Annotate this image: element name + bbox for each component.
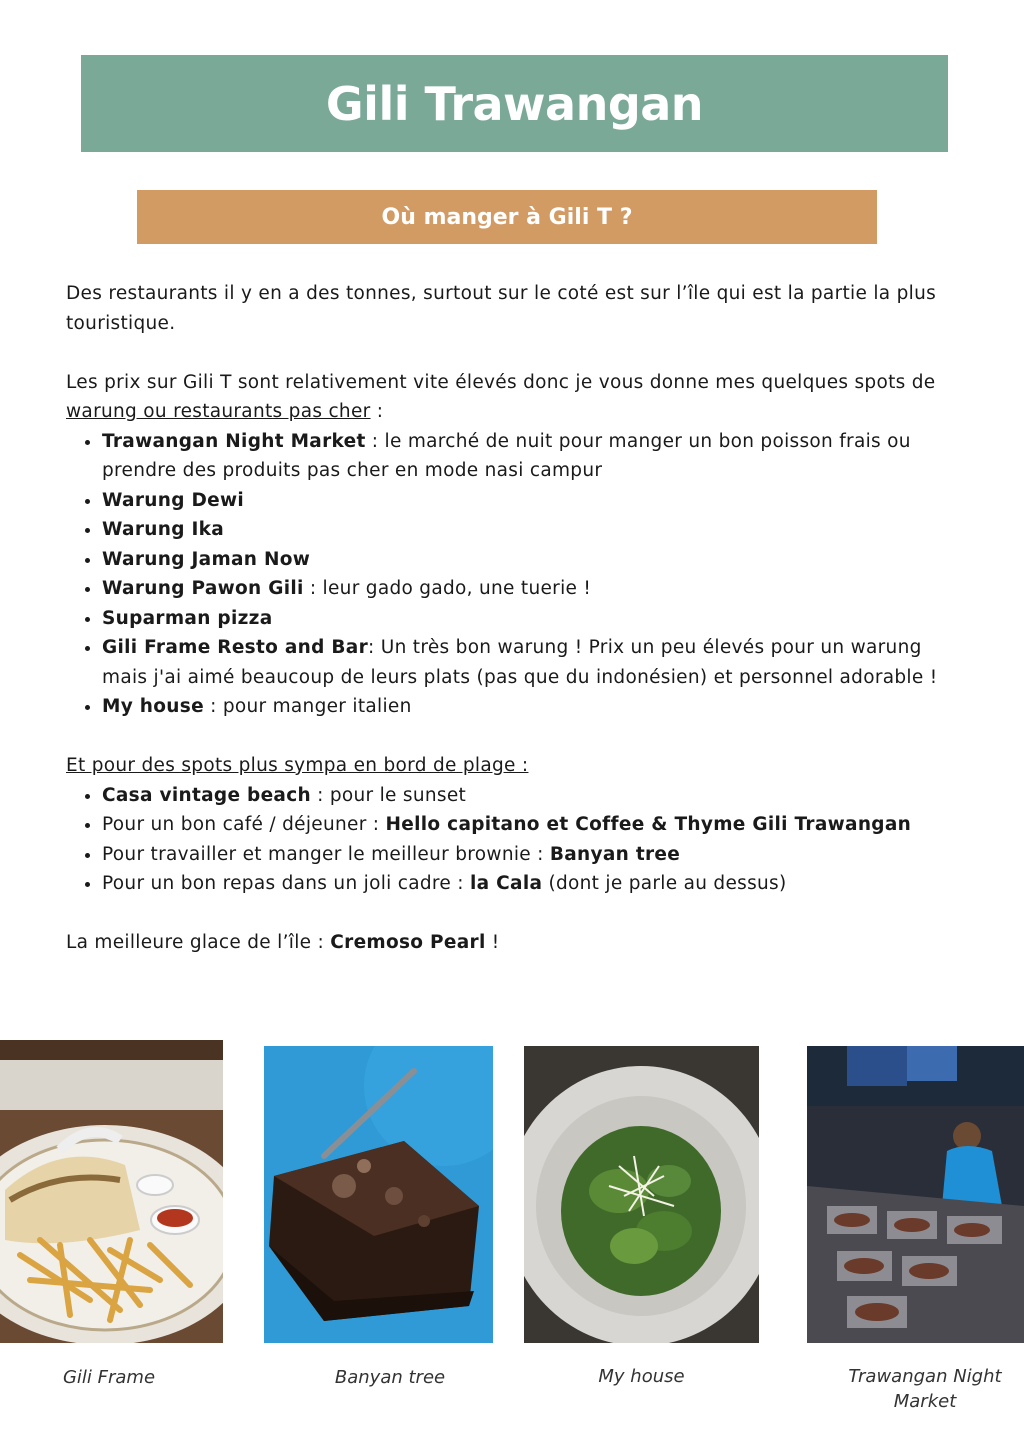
prices-link-text: warung ou restaurants pas cher (66, 401, 371, 422)
night-market-photo (807, 1046, 1024, 1343)
list-item: • Warung Pawon Gili : leur gado gado, une tuerie ! (102, 574, 966, 604)
list-item: • Gili Frame Resto and Bar: Un très bon warung ! Prix un peu élevés pour un warung mais j'ai aimé beaucoup de leurs plats (pas que du indonésien) et personnel adorable ! (102, 633, 966, 692)
photo-caption: Gili Frame (62, 1367, 156, 1388)
title-banner (81, 55, 948, 152)
gili-frame-photo (0, 1040, 223, 1343)
list-item: • Trawangan Night Market : le marché de nuit pour manger un bon poisson frais ou prendre des produits pas cher en mode nasi campur (102, 427, 966, 486)
beach-spots-list (66, 781, 966, 899)
photo-caption: Trawangan Night Market (848, 1366, 1002, 1412)
list-item: • Pour un bon repas dans un joli cadre : la Cala (dont je parle au dessus) (102, 869, 966, 899)
icecream-paragraph: La meilleure glace de l’île : Cremoso Pearl ! (66, 932, 500, 953)
list-item: • Casa vintage beach : pour le sunset (102, 781, 966, 811)
cheap-spots-list (66, 427, 966, 722)
list-item: • Pour un bon café / déjeuner : Hello capitano et Coffee & Thyme Gili Trawangan (102, 810, 966, 840)
list-item: • Warung Dewi (102, 486, 966, 516)
list-item: • Warung Ika (102, 515, 966, 545)
section-banner (137, 190, 877, 244)
list-item: • Suparman pizza (102, 604, 966, 634)
list-item: • Pour travailler et manger le meilleur brownie : Banyan tree (102, 840, 966, 870)
list-item: • Warung Jaman Now (102, 545, 966, 575)
page-title: Gili Trawangan (325, 76, 704, 131)
photo-caption: My house (598, 1366, 685, 1387)
article-body (66, 279, 966, 958)
intro-paragraph: Des restaurants il y en a des tonnes, surtout sur le coté est sur l’île qui est la partie la plus touristique. (66, 283, 937, 334)
list-item: • My house : pour manger italien (102, 692, 966, 722)
my-house-photo (524, 1046, 759, 1343)
section-title: Où manger à Gili T ? (381, 204, 633, 230)
photo-caption: Banyan tree (334, 1367, 446, 1388)
prices-paragraph: Les prix sur Gili T sont relativement vite élevés donc je vous donne mes quelques spots de warung ou restaurants pas cher : (66, 371, 936, 422)
beach-heading: Et pour des spots plus sympa en bord de plage : (66, 755, 529, 776)
banyan-tree-photo (264, 1046, 493, 1343)
